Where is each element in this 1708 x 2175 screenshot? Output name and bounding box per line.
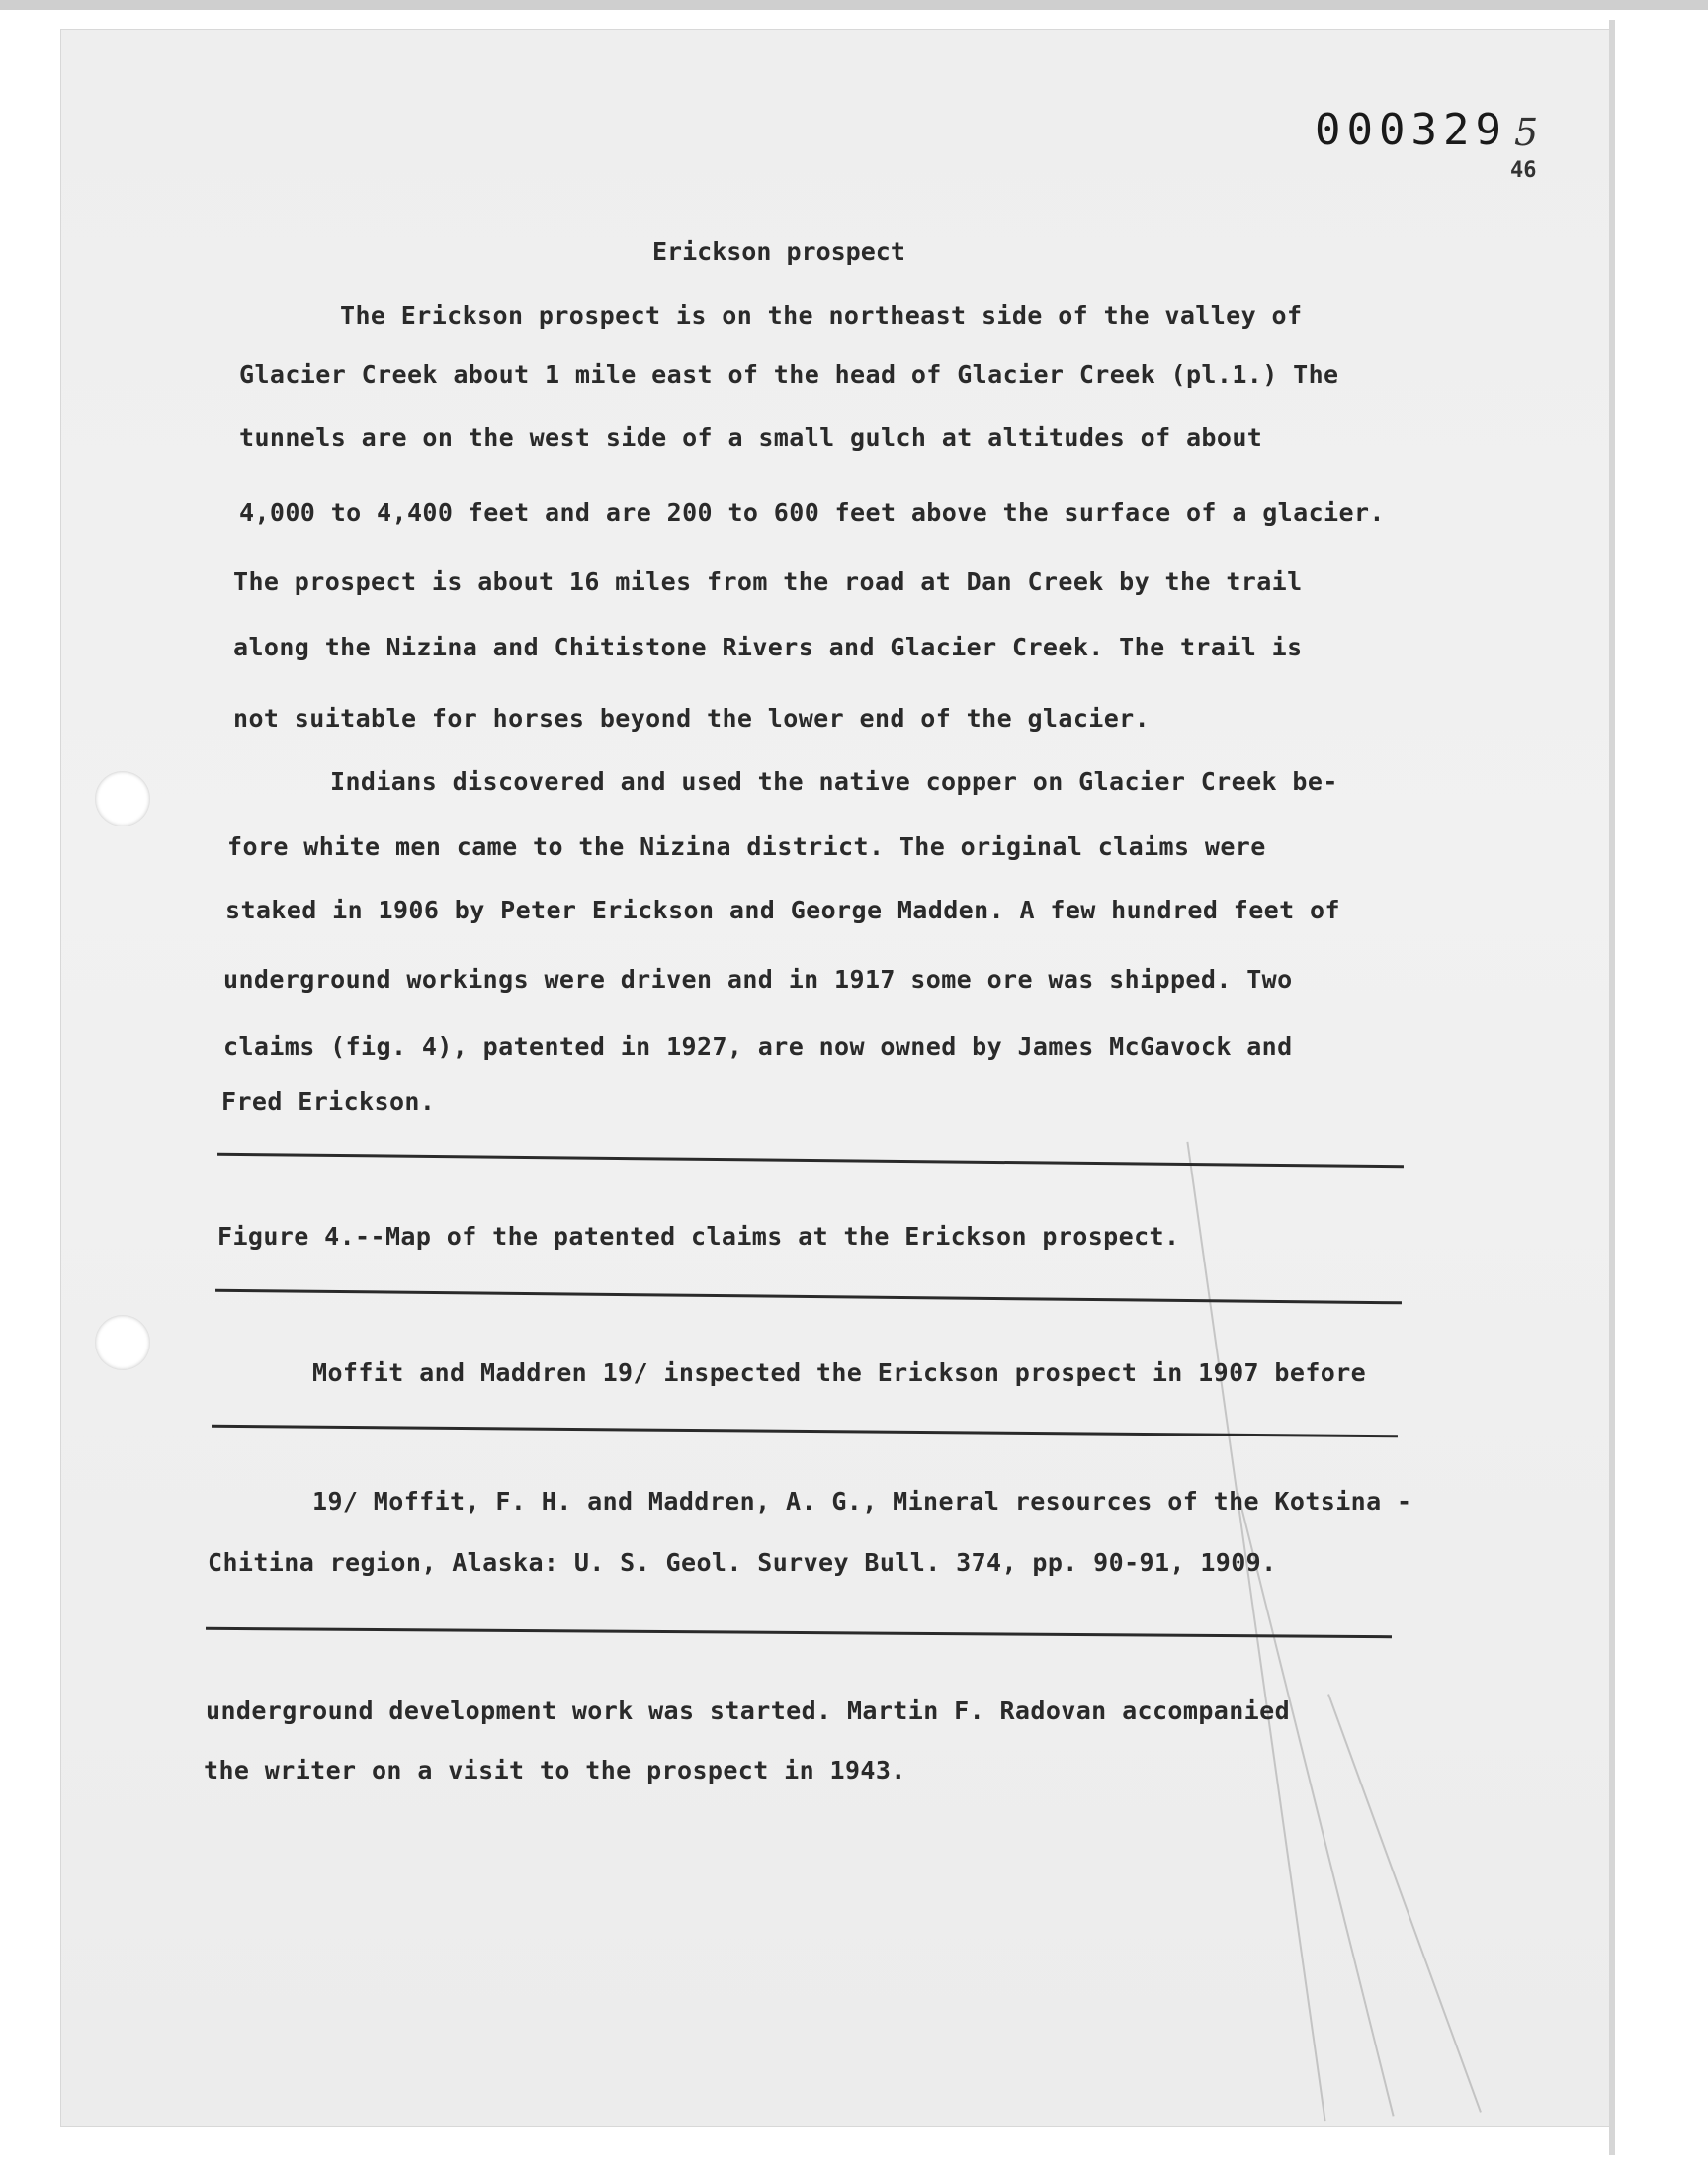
paragraph-line: The prospect is about 16 miles from the road at Dan Creek by the trail [233, 567, 1303, 596]
scan-top-edge [0, 0, 1708, 10]
document-number: 000329 [1315, 105, 1507, 155]
paragraph-line: claims (fig. 4), patented in 1927, are now owned by James McGavock and [223, 1032, 1293, 1061]
paragraph-line: 4,000 to 4,400 feet and are 200 to 600 feet above the surface of a glacier. [239, 498, 1385, 527]
handwritten-page-mark: 5 [1514, 111, 1539, 154]
scan-right-edge [1609, 20, 1615, 2155]
paragraph-line: staked in 1906 by Peter Erickson and George Madden. A few hundred feet of [225, 896, 1340, 924]
paragraph-line: The Erickson prospect is on the northeast side of the valley of [340, 302, 1303, 330]
paragraph-line: underground workings were driven and in 1917 some ore was shipped. Two [223, 965, 1293, 994]
paragraph-line: the writer on a visit to the prospect in 1943. [204, 1756, 906, 1784]
punch-hole-top [95, 771, 150, 826]
paragraph-line: tunnels are on the west side of a small gulch at altitudes of about [239, 423, 1263, 452]
paragraph-line: not suitable for horses beyond the lower end of the glacier. [233, 704, 1151, 733]
page-number: 46 [1510, 158, 1537, 183]
footnote-line: Chitina region, Alaska: U. S. Geol. Survey Bull. 374, pp. 90-91, 1909. [208, 1548, 1277, 1577]
paragraph-line: underground development work was started. Martin F. Radovan accompanied [206, 1696, 1291, 1725]
paragraph-line: Indians discovered and used the native copper on Glacier Creek be- [330, 767, 1338, 796]
punch-hole-bottom [95, 1315, 150, 1370]
document-page [61, 30, 1609, 2126]
footnote-line: 19/ Moffit, F. H. and Maddren, A. G., Mineral resources of the Kotsina - [312, 1487, 1412, 1516]
paragraph-line: Moffit and Maddren 19/ inspected the Erickson prospect in 1907 before [312, 1358, 1367, 1387]
paragraph-line: fore white men came to the Nizina district. The original claims were [227, 832, 1266, 861]
paragraph-line: Fred Erickson. [221, 1088, 436, 1116]
figure-caption: Figure 4.--Map of the patented claims at the Erickson prospect. [217, 1222, 1180, 1251]
paragraph-line: along the Nizina and Chitistone Rivers and Glacier Creek. The trail is [233, 633, 1303, 661]
paragraph-line: Glacier Creek about 1 mile east of the head of Glacier Creek (pl.1.) The [239, 360, 1339, 389]
section-title: Erickson prospect [652, 237, 905, 266]
